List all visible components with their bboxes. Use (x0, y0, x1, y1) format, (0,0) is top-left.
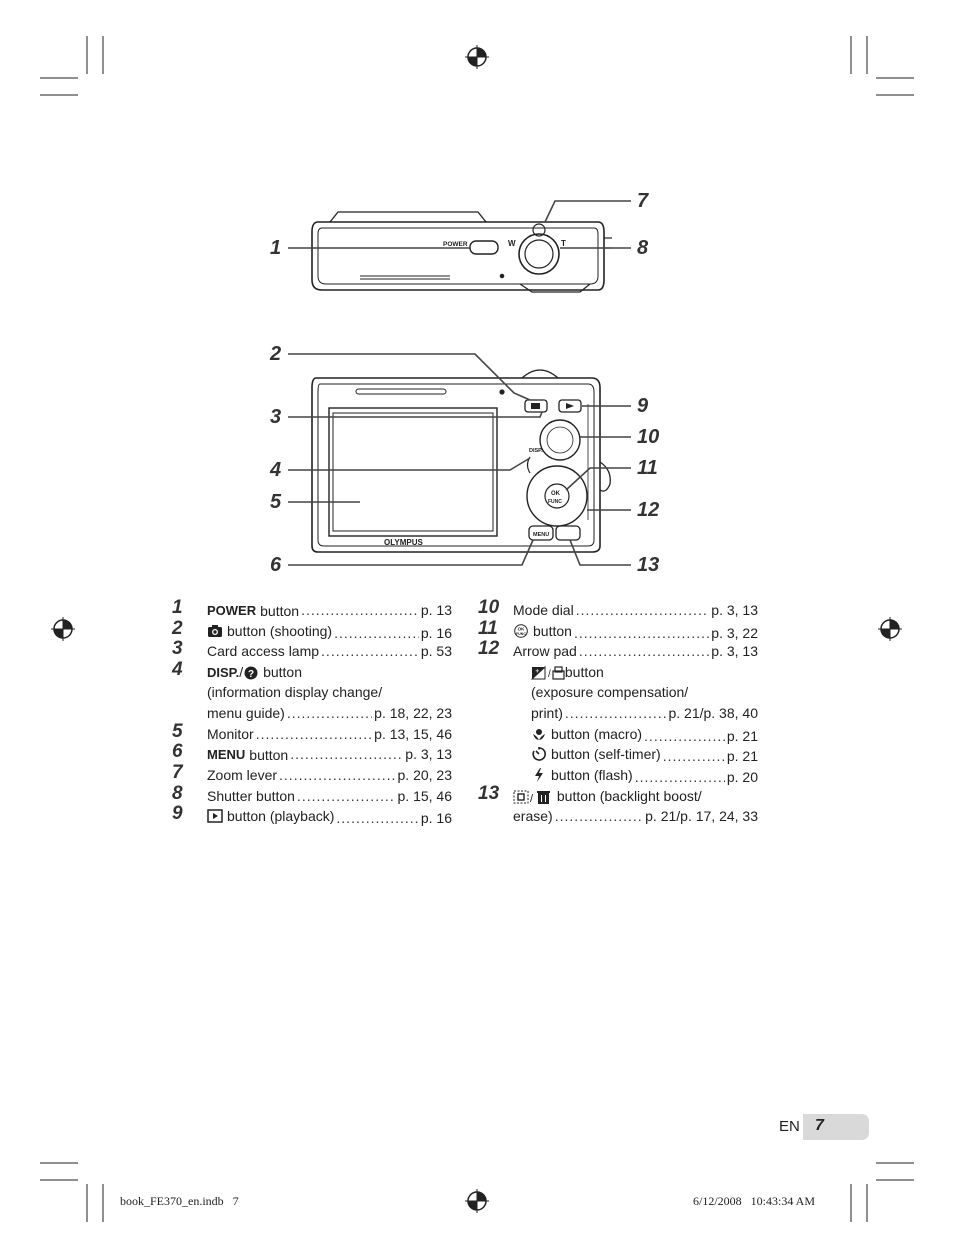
func-label: FUNC (548, 499, 562, 505)
entry-label: Arrow pad (513, 643, 577, 659)
svg-text:+: + (535, 669, 540, 676)
registration-mark-right (878, 617, 902, 641)
registration-mark-top (465, 45, 489, 69)
page-ref: p. 20 (726, 769, 758, 785)
entry-label: button (backlight boost/ (556, 788, 702, 804)
callout-8: 8 (637, 237, 649, 259)
zoom-wide-label: W (508, 239, 516, 248)
flash-icon (531, 768, 547, 782)
page-number: 7 (815, 1117, 824, 1134)
entry-label: button (macro) (551, 726, 643, 742)
page-ref: p. 16 (420, 625, 452, 641)
page-ref: p. 3, 13 (711, 602, 758, 618)
backlight-erase-icon (513, 790, 553, 804)
footer-file: book_FE370_en.indb 7 (120, 1194, 239, 1208)
page-ref: p. 53 (420, 643, 452, 659)
legend-num: 10 (478, 597, 500, 618)
legend-num: 2 (172, 618, 183, 639)
legend-entry-disp: DISP./ ? button (207, 664, 302, 681)
callout-13: 13 (637, 554, 660, 576)
legend-entry-exposure-line3 (531, 703, 758, 723)
page-ref: p. 13, 15, 46 (374, 726, 452, 742)
page-ref: p. 15, 46 (397, 788, 452, 804)
camera-top-view (312, 212, 612, 292)
entry-label: button (260, 603, 300, 619)
entry-label: print) (531, 705, 563, 721)
camera-back-view (312, 370, 610, 552)
legend-num: 8 (172, 783, 183, 804)
leader-7 (545, 201, 631, 222)
page-ref: p. 21 (726, 748, 758, 764)
ok-func-icon (513, 624, 529, 638)
page-ref: p. 13 (420, 602, 452, 618)
footer-timestamp: 6/12/2008 10:43:34 AM (693, 1194, 816, 1208)
legend-entry-shooting (207, 621, 452, 641)
svg-text:/: / (548, 669, 551, 681)
callout-2: 2 (270, 343, 282, 365)
callout-1: 1 (270, 237, 282, 259)
legend-entry-backlight (513, 786, 702, 806)
leader-4 (288, 458, 530, 470)
legend-entry-mode-dial (513, 600, 758, 620)
entry-label: button (564, 664, 604, 680)
legend-entry-shutter (207, 786, 452, 806)
legend-entry-power (207, 600, 452, 620)
leader-2 (288, 354, 530, 400)
callout-7: 7 (637, 190, 649, 212)
legend-num: 11 (478, 618, 498, 639)
power-label: POWER (443, 241, 468, 248)
entry-label: Card access lamp (207, 643, 320, 659)
svg-text:FUNC: FUNC (516, 632, 526, 636)
callout-6: 6 (270, 554, 282, 576)
svg-text:?: ? (248, 669, 255, 681)
legend-num: 9 (172, 803, 183, 824)
entry-label: Zoom lever (207, 767, 278, 783)
entry-label: button (263, 664, 302, 680)
entry-label: button (shooting) (227, 623, 333, 639)
entry-label: menu guide) (207, 705, 285, 721)
entry-label: button (self-timer) (551, 746, 661, 762)
legend-entry-disp-line3 (207, 703, 452, 723)
language-label: EN (779, 1118, 800, 1135)
legend-entry-playback (207, 806, 452, 826)
legend-entry-card-lamp (207, 641, 452, 661)
page-ref: p. 21/p. 17, 24, 33 (645, 808, 758, 824)
self-timer-icon (531, 747, 547, 761)
entry-label: button (flash) (551, 767, 633, 783)
menu-strong: MENU (207, 747, 246, 762)
callout-10: 10 (637, 426, 660, 448)
exposure-print-icon (531, 666, 551, 681)
page-number-tab (803, 1114, 869, 1140)
entry-label: Shutter button (207, 788, 295, 804)
svg-text:/: / (530, 793, 534, 805)
legend-entry-monitor (207, 724, 452, 744)
legend-num: 5 (172, 721, 183, 742)
legend-entry-self-timer (531, 744, 758, 764)
legend-entry-backlight-line2 (513, 806, 758, 826)
page-ref: p. 3, 13 (405, 746, 452, 762)
legend-num: 1 (172, 597, 183, 618)
disp-label: DISP. (529, 448, 543, 454)
page-ref: p. 20, 23 (397, 767, 452, 783)
page-ref: p. 18, 22, 23 (374, 705, 452, 721)
legend-entry-macro (531, 724, 758, 744)
menu-label: MENU (533, 532, 550, 538)
camera-icon (207, 624, 223, 638)
help-icon (243, 666, 259, 680)
entry-label: button (249, 747, 289, 763)
brand-label: OLYMPUS (384, 538, 423, 547)
power-strong: POWER (207, 603, 257, 618)
zoom-tele-label: T (561, 239, 566, 248)
entry-label: erase) (513, 808, 553, 824)
disp-strong: DISP. (207, 665, 240, 680)
page-ref: p. 21 (726, 728, 758, 744)
page-ref: p. 3, 22 (711, 625, 758, 641)
legend-num: 12 (478, 638, 500, 659)
legend-entry-zoom (207, 765, 452, 785)
callout-12: 12 (637, 499, 660, 521)
entry-label: Mode dial (513, 602, 574, 618)
registration-mark-bottom (465, 1189, 489, 1213)
entry-label: Monitor (207, 726, 254, 742)
playback-icon (207, 809, 223, 823)
page-ref: p. 16 (420, 810, 452, 826)
page-ref: p. 3, 13 (711, 643, 758, 659)
entry-label: button (533, 623, 572, 639)
leader-lines (288, 201, 631, 565)
callout-11: 11 (637, 457, 658, 479)
legend-entry-disp-line2: (information display change/ (207, 684, 383, 700)
legend-entry-arrow-pad (513, 641, 758, 661)
callout-9: 9 (637, 395, 649, 417)
legend-num: 7 (172, 762, 183, 783)
legend-num: 4 (172, 659, 183, 680)
ok-label: OK (551, 491, 560, 497)
legend-entry-exposure (531, 662, 604, 682)
callout-3: 3 (270, 406, 282, 428)
callout-5: 5 (270, 491, 282, 513)
registration-mark-left (51, 617, 75, 641)
leader-11 (566, 468, 631, 490)
legend-entry-exposure-line2: (exposure compensation/ (531, 684, 689, 700)
callout-4: 4 (270, 459, 282, 481)
legend-num: 3 (172, 638, 183, 659)
macro-icon (531, 727, 547, 741)
legend-num: 13 (478, 783, 500, 804)
legend-num: 6 (172, 741, 183, 762)
legend-entry-menu (207, 744, 452, 764)
legend-entry-flash (531, 765, 758, 785)
legend-entry-ok-func (513, 621, 758, 641)
svg-text:OK: OK (517, 626, 525, 632)
page-ref: p. 21/p. 38, 40 (668, 705, 758, 721)
entry-label: button (playback) (227, 808, 335, 824)
